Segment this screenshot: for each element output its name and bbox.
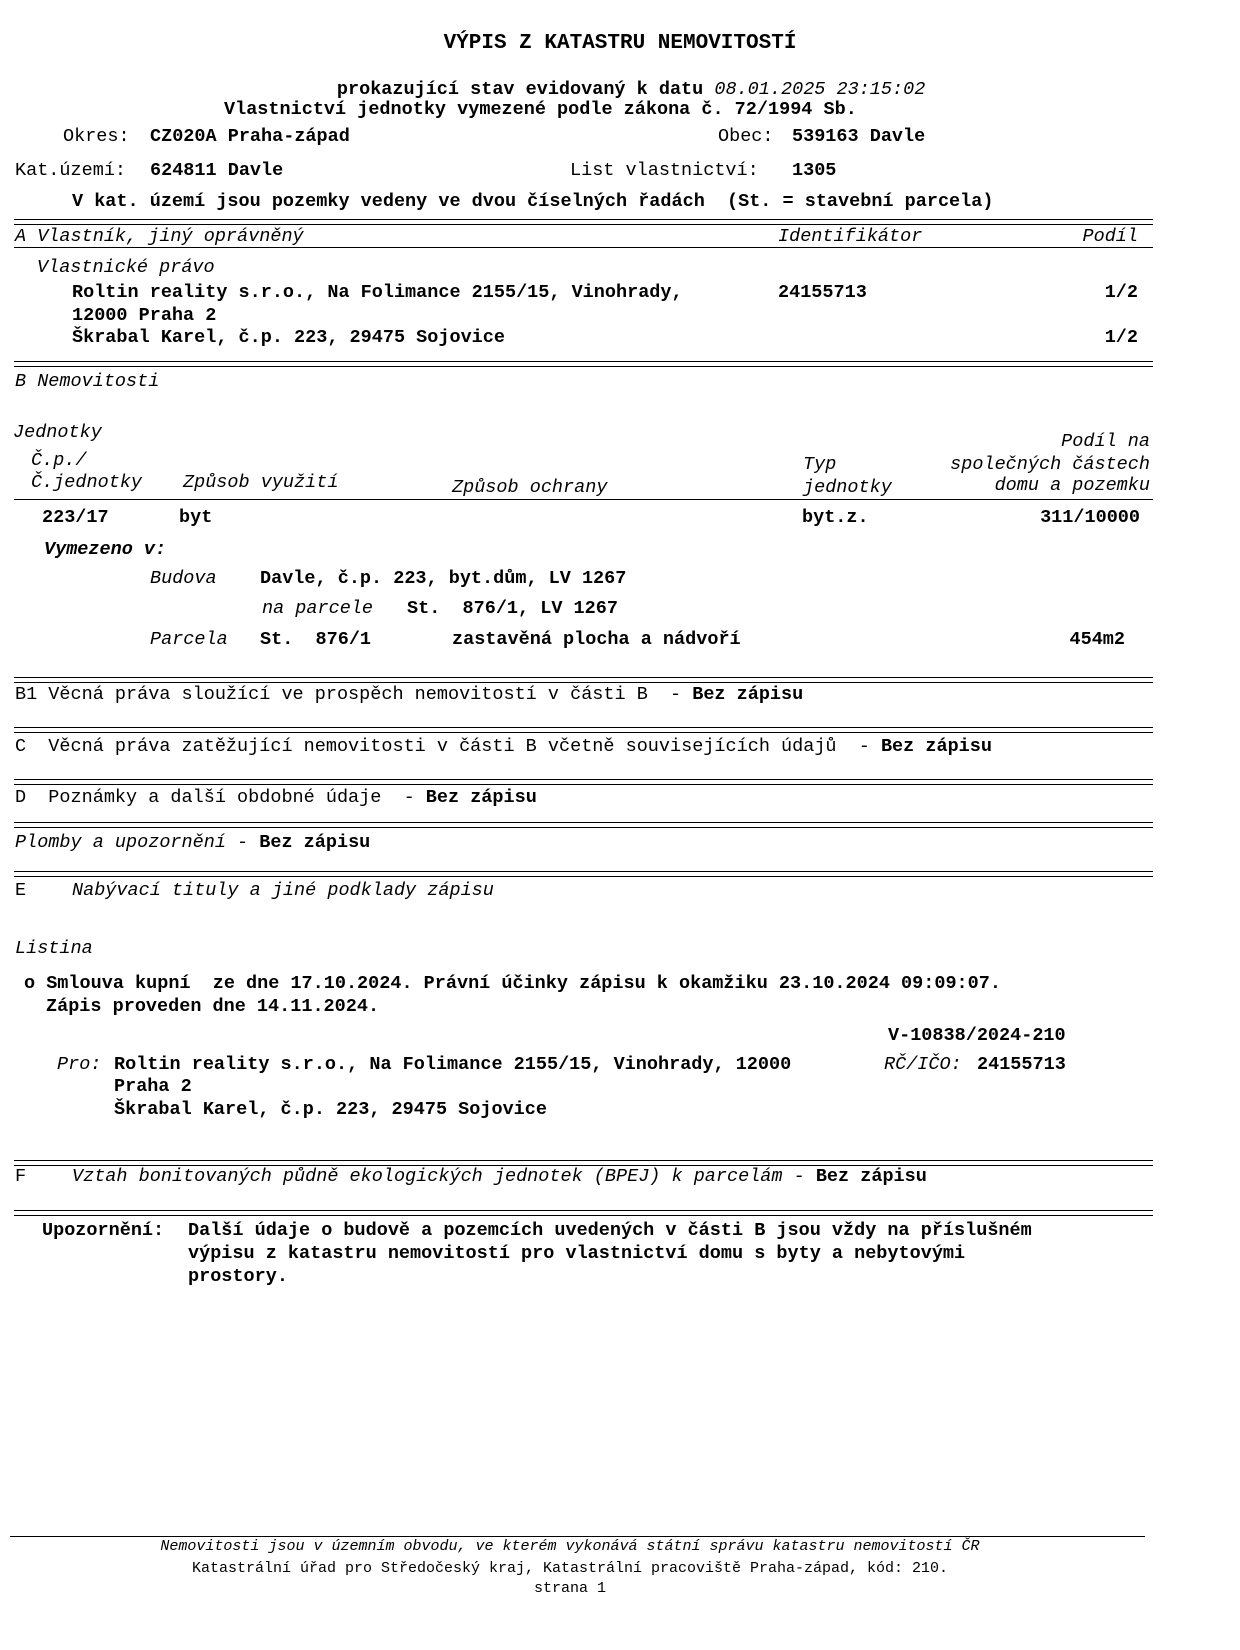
rcico-value: 24155713 (977, 1054, 1066, 1075)
section-a-heading: A Vlastník, jiný oprávněný (15, 226, 304, 247)
on-parcel-label: na parcele (262, 598, 374, 619)
section-plomby-text: Plomby a upozornění (15, 832, 226, 853)
katuzemi-label: Kat.území: (15, 160, 127, 181)
divider-warning (14, 1210, 1153, 1216)
divider-a (14, 219, 1153, 225)
section-c (15, 738, 992, 757)
listina-label: Listina (15, 938, 93, 959)
section-f (72, 1168, 927, 1187)
warning-line1: Další údaje o budově a pozemcích uvedených v části B jsou vždy na příslušném (188, 1220, 1032, 1241)
unit-use: byt (179, 507, 213, 528)
subtitle-date: 08.01.2025 23:15:02 (714, 78, 926, 100)
lv-label: List vlastnictví: (570, 160, 759, 181)
section-d-text: D Poznámky a další obdobné údaje - (15, 787, 426, 808)
building-label: Budova (150, 568, 217, 589)
owner-1-share: 1/2 (1104, 282, 1138, 303)
col-type-2: jednotky (803, 477, 892, 498)
footer-rule (10, 1536, 1145, 1537)
section-f-text: Vztah bonitovaných půdně ekologických jednotek (BPEJ) k parcelám (72, 1166, 783, 1187)
pro-line1: Roltin reality s.r.o., Na Folimance 2155/15, Vinohrady, 12000 (114, 1054, 792, 1075)
divider-b1 (14, 677, 1153, 683)
section-d (15, 789, 537, 808)
series-note: V kat. území jsou pozemky vedeny ve dvou číselných řadách (St. = stavební parcela) (72, 191, 994, 212)
section-b1-status: Bez zápisu (692, 684, 804, 705)
col-protection: Způsob ochrany (452, 477, 608, 498)
document-title: VÝPIS Z KATASTRU NEMOVITOSTÍ (443, 32, 797, 55)
listina-line1: o Smlouva kupní ze dne 17.10.2024. Právní účinky zápisu k okamžiku 23.10.2024 09:09:07. (24, 973, 1001, 994)
parcel-type: zastavěná plocha a nádvoří (452, 629, 741, 650)
section-f-status: Bez zápisu (815, 1166, 927, 1187)
unit-type: byt.z. (802, 507, 869, 528)
col-cp-2: Č.jednotky (31, 472, 143, 493)
building-value: Davle, č.p. 223, byt.dům, LV 1267 (260, 568, 627, 589)
col-type-1: Typ (803, 454, 837, 475)
lv-value: 1305 (792, 160, 837, 181)
section-f-letter: F (15, 1166, 27, 1187)
obec-value: 539163 Davle (792, 126, 926, 147)
divider-d (14, 779, 1153, 785)
section-b1 (15, 686, 803, 705)
section-e-heading: Nabývací tituly a jiné podklady zápisu (72, 880, 494, 901)
col-share-b-3: domu a pozemku (994, 475, 1150, 496)
section-b1-text: B1 Věcná práva sloužící ve prospěch nemovitostí v části B - (15, 684, 693, 705)
col-cp-1: Č.p./ (31, 450, 87, 471)
katuzemi-value: 624811 Davle (150, 160, 284, 181)
parcel-area: 454m2 (1069, 629, 1125, 650)
section-plomby (15, 834, 370, 853)
ownership-type: Vlastnictví jednotky vymezené podle zákona č. 72/1994 Sb. (224, 99, 857, 120)
right-type: Vlastnické právo (37, 257, 215, 278)
section-e-letter: E (15, 880, 27, 901)
section-f-dash: - (782, 1166, 816, 1187)
rcico-label: RČ/IČO: (884, 1054, 962, 1075)
units-underline (14, 499, 1153, 500)
pro-line2: Praha 2 (114, 1076, 192, 1097)
on-parcel-value: St. 876/1, LV 1267 (407, 598, 618, 619)
listina-ref: V-10838/2024-210 (888, 1025, 1066, 1046)
section-plomby-status: Bez zápisu (259, 832, 371, 853)
divider-plomby (14, 822, 1153, 828)
owner-1-line1: Roltin reality s.r.o., Na Folimance 2155/15, Vinohrady, (72, 282, 683, 303)
divider-e (14, 871, 1153, 877)
divider-c (14, 727, 1153, 733)
section-d-status: Bez zápisu (425, 787, 537, 808)
defined-in-label: Vymezeno v: (44, 539, 167, 560)
obec-label: Obec: (718, 126, 774, 147)
owner-1-id: 24155713 (778, 282, 867, 303)
unit-share: 311/10000 (1040, 507, 1140, 528)
okres-value: CZ020A Praha-západ (150, 126, 350, 147)
owner-2-line1: Škrabal Karel, č.p. 223, 29475 Sojovice (72, 327, 505, 348)
col-use: Způsob využití (183, 472, 339, 493)
parcel-number: St. 876/1 (260, 629, 372, 650)
listina-line2: Zápis proveden dne 14.11.2024. (46, 996, 380, 1017)
owner-2-share: 1/2 (1104, 327, 1138, 348)
okres-label: Okres: (63, 126, 130, 147)
section-a-underline (14, 247, 1153, 248)
footer-page: strana 1 (533, 1580, 606, 1597)
section-plomby-dash: - (225, 832, 260, 853)
col-share-b-2: společných částech (950, 454, 1150, 475)
col-identifier: Identifikátor (778, 226, 923, 247)
divider-b (14, 361, 1153, 367)
col-share-b-1: Podíl na (1061, 431, 1150, 452)
col-share: Podíl (1082, 226, 1138, 247)
warning-label: Upozornění: (42, 1220, 165, 1241)
subtitle-label: prokazující stav evidovaný k datu (336, 78, 704, 100)
document-subtitle (0, 62, 1240, 99)
units-title: Jednotky (13, 422, 102, 443)
parcel-label: Parcela (150, 629, 228, 650)
pro-label: Pro: (57, 1054, 102, 1075)
unit-cp: 223/17 (42, 507, 109, 528)
section-c-status: Bez zápisu (880, 736, 992, 757)
section-c-text: C Věcná práva zatěžující nemovitosti v části B včetně souvisejících údajů - (15, 736, 881, 757)
footer-line2: Katastrální úřad pro Středočeský kraj, Katastrální pracoviště Praha-západ, kód: 210. (191, 1560, 949, 1577)
owner-1-line2: 12000 Praha 2 (72, 305, 217, 326)
footer-line1: Nemovitosti jsou v územním obvodu, ve kterém vykonává státní správu katastru nemovitostí ČR (160, 1538, 980, 1555)
section-b-heading: B Nemovitosti (15, 371, 160, 392)
warning-line3: prostory. (188, 1266, 288, 1287)
warning-line2: výpisu z katastru nemovitostí pro vlastnictví domu s byty a nebytovými (188, 1243, 966, 1264)
pro-line3: Škrabal Karel, č.p. 223, 29475 Sojovice (114, 1099, 547, 1120)
